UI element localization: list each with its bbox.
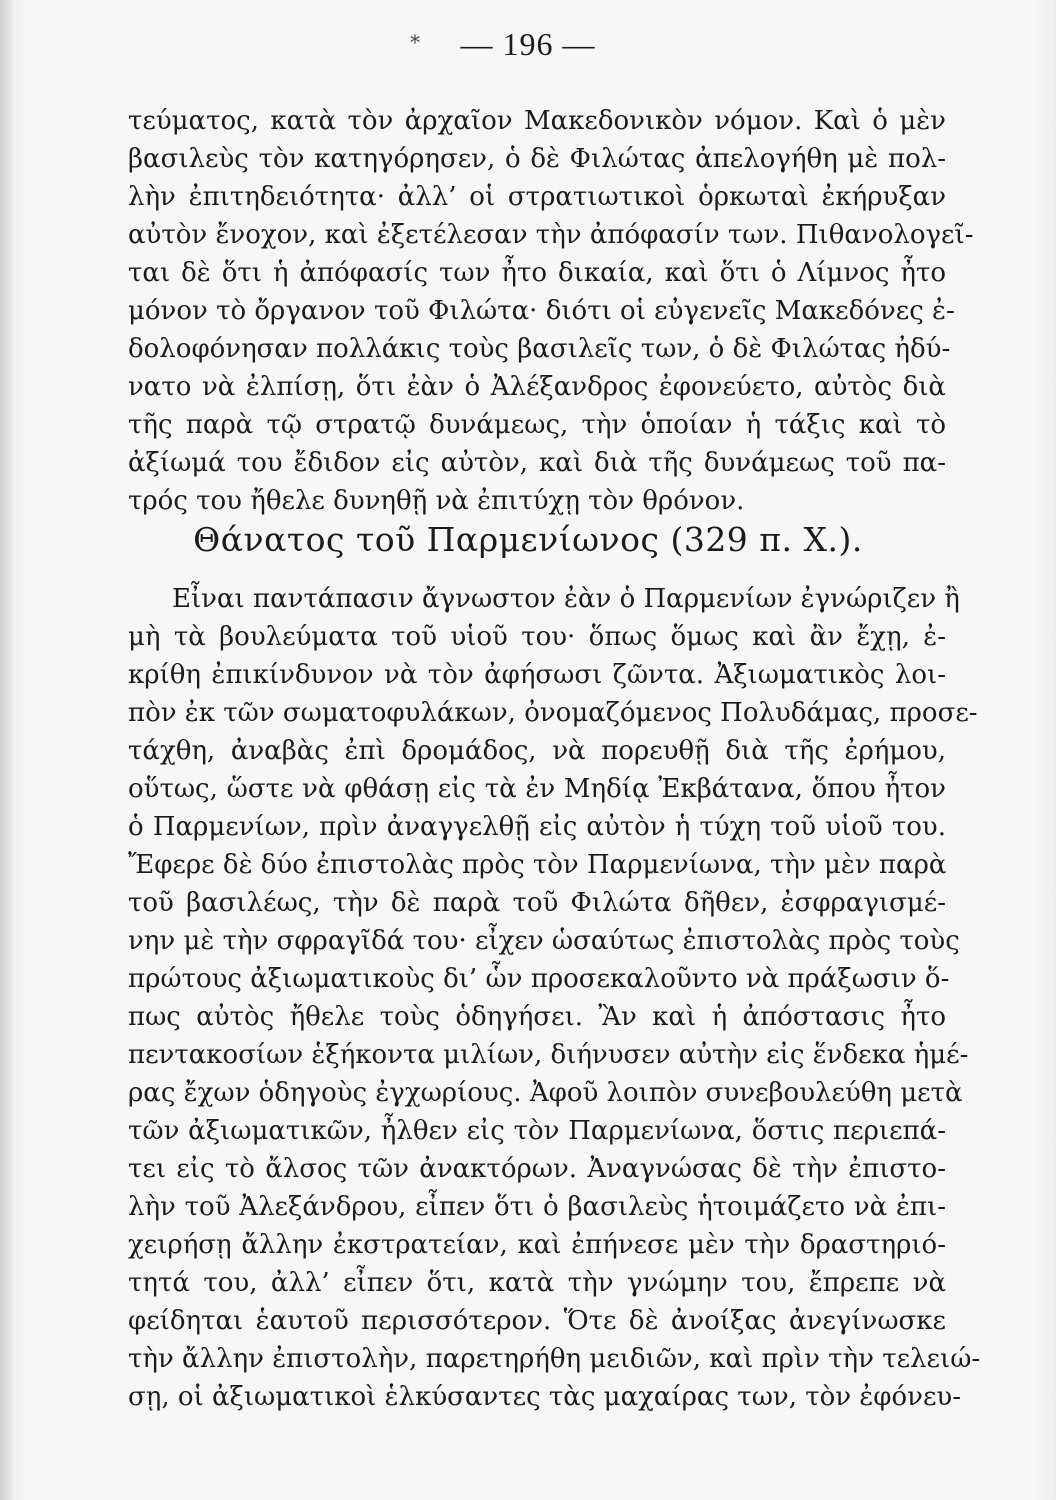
- text-line: ἀξίωμά του ἔδιδον εἰς αὐτὸν, καὶ διὰ τῆς δυνάμεως τοῦ πα-: [128, 448, 946, 478]
- text-line: τῆς παρὰ τῷ στρατῷ δυνάμεως, τὴν ὁποίαν ἡ τάξις καὶ τὸ: [128, 410, 946, 440]
- text-line: τὴν ἄλλην ἐπιστολὴν, παρετηρήθη μειδιῶν, καὶ πρὶν τὴν τελειώ-: [128, 1344, 981, 1374]
- paragraph-1: [128, 102, 974, 520]
- text-line: αὐτὸν ἔνοχον, καὶ ἐξετέλεσαν τὴν ἀπόφασίν των. Πιθανολογεῖ-: [128, 220, 974, 250]
- paragraph-2: [128, 580, 981, 1416]
- text-line: μόνον τὸ ὄργανον τοῦ Φιλώτα· διότι οἱ εὐγενεῖς Μακεδόνες ἐ-: [128, 296, 955, 326]
- text-line: τεύματος, κατὰ τὸν ἀρχαῖον Μακεδονικὸν νόμον. Καὶ ὁ μὲν: [128, 106, 946, 136]
- page-gutter-shadow: [0, 0, 14, 1500]
- text-line: Ἔφερε δὲ δύο ἐπιστολὰς πρὸς τὸν Παρμενίωνα, τὴν μὲν παρὰ: [128, 850, 947, 880]
- text-line: βασιλεὺς τὸν κατηγόρησεν, ὁ δὲ Φιλώτας ἀπελογήθη μὲ πολ-: [128, 144, 946, 174]
- ink-speck: *: [410, 30, 420, 54]
- text-line: πρώτους ἀξιωματικοὺς δι’ ὧν προσεκαλοῦντο νὰ πράξωσιν ὅ-: [128, 964, 950, 994]
- text-line: πεντακοσίων ἑξήκοντα μιλίων, διήνυσεν αὐτὴν εἰς ἕνδεκα ἡμέ-: [128, 1040, 969, 1070]
- text-line: νην μὲ τὴν σφραγῖδά του· εἶχεν ὡσαύτως ἐπιστολὰς πρὸς τοὺς: [128, 926, 960, 956]
- text-line: φείδηται ἑαυτοῦ περισσότερον. Ὅτε δὲ ἀνοίξας ἀνεγίνωσκε: [128, 1306, 946, 1336]
- text-line: σῃ, οἱ ἀξιωματικοὶ ἑλκύσαντες τὰς μαχαίρας των, τὸν ἐφόνευ-: [128, 1382, 962, 1412]
- text-line: τει εἰς τὸ ἄλσος τῶν ἀνακτόρων. Ἀναγνώσας δὲ τὴν ἐπιστο-: [128, 1154, 946, 1184]
- text-line: τητά του, ἀλλ’ εἶπεν ὅτι, κατὰ τὴν γνώμην του, ἔπρεπε νὰ: [128, 1268, 946, 1298]
- text-line: ται δὲ ὅτι ἡ ἀπόφασίς των ἦτο δικαία, καὶ ὅτι ὁ Λίμνος ἦτο: [128, 258, 946, 288]
- text-line: Εἶναι παντάπασιν ἄγνωστον ἐὰν ὁ Παρμενίων ἐγνώριζεν ἢ: [172, 584, 960, 614]
- text-line: τῶν ἀξιωματικῶν, ἦλθεν εἰς τὸν Παρμενίωνα, ὅστις περιεπά-: [128, 1116, 946, 1146]
- text-line: πως αὐτὸς ἤθελε τοὺς ὁδηγήσει. Ἂν καὶ ἡ ἀπόστασις ἦτο: [128, 1002, 946, 1032]
- text-line: ρας ἔχων ὁδηγοὺς ἐγχωρίους. Ἀφοῦ λοιπὸν συνεβουλεύθη μετὰ: [128, 1078, 963, 1108]
- text-line: νατο νὰ ἐλπίσῃ, ὅτι ἐὰν ὁ Ἀλέξανδρος ἐφονεύετο, αὐτὸς διὰ: [128, 372, 946, 402]
- text-line: κρίθη ἐπικίνδυνον νὰ τὸν ἀφήσωσι ζῶντα. Ἀξιωματικὸς λοι-: [128, 660, 946, 690]
- text-line: πὸν ἐκ τῶν σωματοφυλάκων, ὀνομαζόμενος Πολυδάμας, προσε-: [128, 698, 978, 728]
- text-line: χειρήσῃ ἄλλην ἐκστρατείαν, καὶ ἐπήνεσε μὲν τὴν δραστηριό-: [128, 1230, 946, 1260]
- text-line: οὕτως, ὥστε νὰ φθάσῃ εἰς τὰ ἐν Μηδίᾳ Ἐκβάτανα, ὅπου ἦτον: [128, 774, 946, 804]
- page-number: — 196 —: [460, 26, 596, 62]
- text-line: ὁ Παρμενίων, πρὶν ἀναγγελθῇ εἰς αὐτὸν ἡ τύχη τοῦ υἱοῦ του.: [128, 812, 946, 842]
- text-line: τάχθη, ἀναβὰς ἐπὶ δρομάδος, νὰ πορευθῇ διὰ τῆς ἐρήμου,: [128, 736, 946, 766]
- text-line: τρός του ἤθελε δυνηθῇ νὰ ἐπιτύχῃ τὸν θρόνον.: [128, 486, 745, 516]
- text-line: μὴ τὰ βουλεύματα τοῦ υἱοῦ του· ὅπως ὅμως καὶ ἂν ἔχῃ, ἐ-: [128, 622, 946, 652]
- text-line: λὴν τοῦ Ἀλεξάνδρου, εἶπεν ὅτι ὁ βασιλεὺς ἡτοιμάζετο νὰ ἐπι-: [128, 1192, 946, 1222]
- text-line: τοῦ βασιλέως, τὴν δὲ παρὰ τοῦ Φιλώτα δῆθεν, ἐσφραγισμέ-: [128, 888, 946, 918]
- text-line: λὴν ἐπιτηδειότητα· ἀλλ’ οἱ στρατιωτικοὶ ὁρκωταὶ ἐκήρυξαν: [128, 182, 946, 212]
- text-line: δολοφόνησαν πολλάκις τοὺς βασιλεῖς των, ὁ δὲ Φιλώτας ἠδύ-: [128, 334, 951, 364]
- section-heading: Θάνατος τοῦ Παρμενίωνος (329 π. Χ.).: [193, 520, 863, 559]
